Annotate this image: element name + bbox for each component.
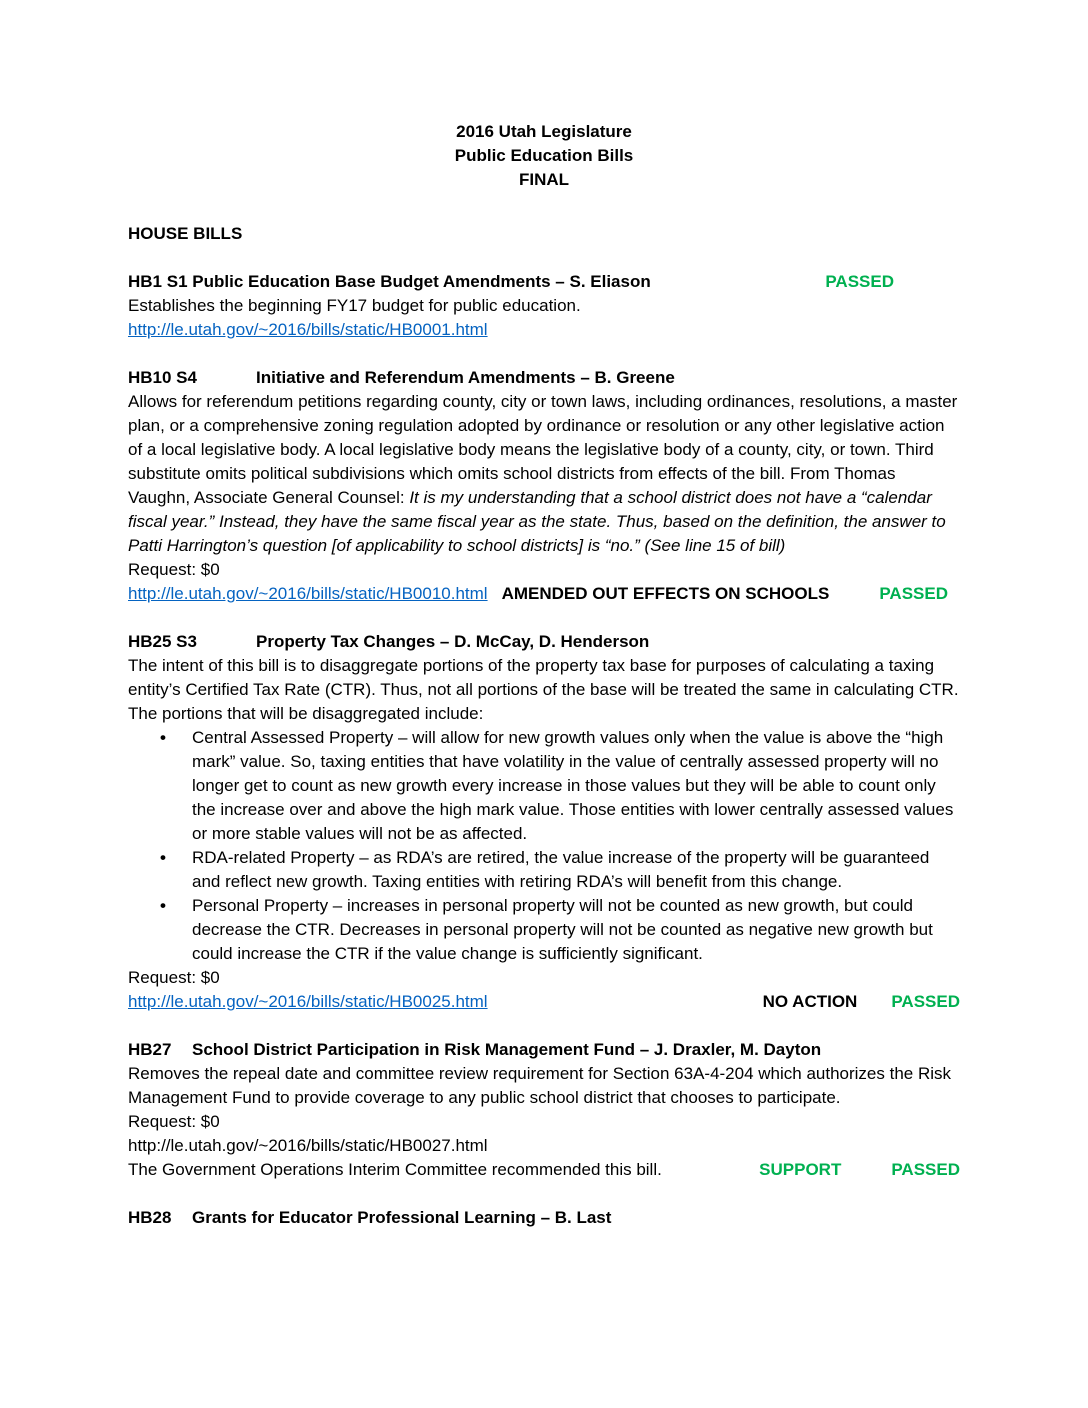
header-line-3: FINAL: [518, 170, 570, 189]
bill-description: Establishes the beginning FY17 budget for public education.: [128, 296, 581, 315]
bill-request: Request: $0: [128, 1112, 220, 1131]
bill-link-hb27: http://le.utah.gov/~2016/bills/static/HB0027.html: [128, 1136, 488, 1155]
document-page: [128, 120, 960, 1230]
bill-description: The intent of this bill is to disaggregate portions of the property tax base for purposes of calculating a taxing entity’s Certified Tax Rate (CTR). Thus, not all portions of the base will be treated the same in calculating CTR. The portions that will be disaggregated include:: [128, 656, 959, 723]
bill-note: AMENDED OUT EFFECTS ON SCHOOLS: [501, 584, 830, 603]
bill-title-hb27: HB27 School District Participation in Risk Management Fund – J. Draxler, M. Dayton: [128, 1040, 822, 1059]
bill-hb10: [128, 366, 960, 606]
bill-request: Request: $0: [128, 560, 220, 579]
bill-hb25: [128, 630, 960, 1014]
status-badge: PASSED: [879, 584, 948, 603]
bill-link-hb25[interactable]: http://le.utah.gov/~2016/bills/static/HB0025.html: [128, 992, 488, 1011]
position-badge: SUPPORT: [759, 1160, 842, 1179]
bill-title-hb1: HB1 S1 Public Education Base Budget Amendments – S. Eliason: [128, 272, 651, 291]
bill-title-hb28: HB28 Grants for Educator Professional Learning – B. Last: [128, 1208, 612, 1227]
status-badge: PASSED: [891, 992, 960, 1011]
bill-title-hb10: HB10 S4 Initiative and Referendum Amendments – B. Greene: [128, 368, 675, 387]
bill-note: NO ACTION: [762, 992, 858, 1011]
bill-hb28: [128, 1206, 960, 1230]
bill-hb27: [128, 1038, 960, 1182]
header-line-2: Public Education Bills: [454, 146, 634, 165]
bullet-list: [128, 726, 960, 966]
bill-link-hb1[interactable]: http://le.utah.gov/~2016/bills/static/HB0001.html: [128, 320, 488, 339]
status-badge: PASSED: [891, 1160, 960, 1179]
list-item: • Personal Property – increases in personal property will not be counted as new growth, but could decrease the CTR. Decreases in personal property will not be counted as negative new growth but could increase the CTR if the value change is sufficiently significant.: [192, 894, 960, 966]
doc-header: [128, 120, 960, 192]
committee-note: The Government Operations Interim Committee recommended this bill.: [128, 1160, 662, 1179]
bill-description: Removes the repeal date and committee review requirement for Section 63A-4-204 which authorizes the Risk Management Fund to provide coverage to any public school district that chooses to participate.: [128, 1064, 952, 1107]
bill-description: Allows for referendum petitions regarding county, city or town laws, including ordinances, resolutions, a master plan, or a comprehensive zoning regulation adopted by ordinance or resolution or any other legislative action of a local legislative body. A local legislative body means the legislative body of a county, city, or town. Third substitute omits political subdivisions which omits school districts from effects of the bill. From Thomas Vaughn, Associate General Counsel: It is my understanding that a school district does not have a “calendar fiscal year.” Instead, they have the same fiscal year as the state. Thus, based on the definition, the answer to Patti Harrington’s question [of applicability to school districts] is “no.” (See line 15 of bill): [128, 392, 958, 555]
list-item: • RDA-related Property – as RDA’s are retired, the value increase of the property will be guaranteed and reflect new growth. Taxing entities with retiring RDA’s will benefit from this change.: [192, 846, 960, 894]
section-title: HOUSE BILLS: [128, 224, 243, 243]
bill-title-hb25: HB25 S3 Property Tax Changes – D. McCay, D. Henderson: [128, 632, 650, 651]
bill-request: Request: $0: [128, 968, 220, 987]
bill-hb1: [128, 270, 960, 342]
header-line-1: 2016 Utah Legislature: [456, 122, 632, 141]
status-badge: PASSED: [825, 272, 894, 291]
bill-link-hb10[interactable]: http://le.utah.gov/~2016/bills/static/HB0010.html: [128, 584, 488, 603]
list-item: • Central Assessed Property – will allow for new growth values only when the value is above the “high mark” value. So, taxing entities that have volatility in the value of centrally assessed property will no longer get to count as new growth every increase in those values but they will be able to count only the increase over and above the high mark value. Those entities with lower centrally assessed values or more stable values will not be as affected.: [192, 726, 960, 846]
